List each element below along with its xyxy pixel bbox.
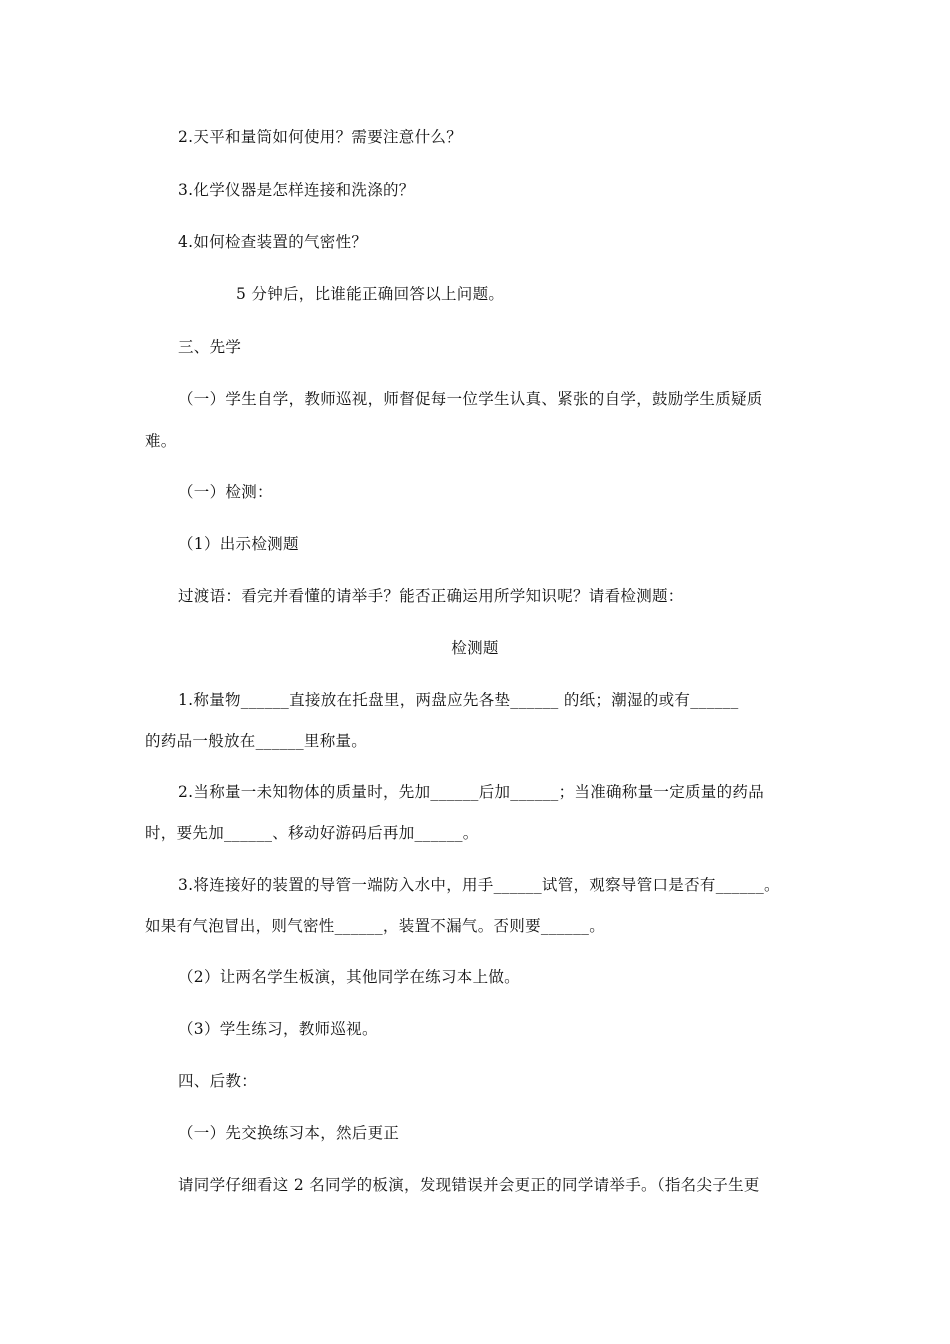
self-study-paragraph-cont: 难。: [145, 432, 177, 450]
exchange-notebook-item: （一）先交换练习本，然后更正: [178, 1124, 400, 1142]
section-three-heading: 三、先学: [178, 338, 242, 356]
quiz-question-3: 3.将连接好的装置的导管一端防入水中，用手______试管，观察导管口是否有______。: [178, 876, 780, 894]
five-minute-note: 5 分钟后，比谁能正确回答以上问题。: [236, 285, 505, 303]
board-demo-item: （2）让两名学生板演，其他同学在练习本上做。: [178, 968, 520, 986]
self-study-paragraph: （一）学生自学，教师巡视，师督促每一位学生认真、紧张的自学，鼓励学生质疑质: [178, 390, 763, 408]
question-2: 2.天平和量筒如何使用？需要注意什么？: [178, 128, 462, 146]
question-3: 3.化学仪器是怎样连接和洗涤的？: [178, 181, 415, 199]
quiz-question-1: 1.称量物______直接放在托盘里，两盘应先各垫______ 的纸；潮湿的或有______: [178, 691, 739, 709]
quiz-question-2-cont: 时，要先加______、移动好游码后再加______。: [145, 824, 479, 842]
quiz-title: 检测题: [451, 639, 499, 657]
quiz-question-1-cont: 的药品一般放在______里称量。: [145, 732, 368, 750]
correction-paragraph: 请同学仔细看这 2 名同学的板演，发现错误并会更正的同学请举手。（指名尖子生更: [178, 1176, 760, 1194]
detection-heading: （一）检测：: [178, 483, 273, 501]
transition-text: 过渡语：看完并看懂的请举手？能否正确运用所学知识呢？请看检测题：: [178, 587, 684, 605]
question-4: 4.如何检查装置的气密性？: [178, 233, 368, 251]
quiz-question-3-cont: 如果有气泡冒出，则气密性______，装置不漏气。否则要______。: [145, 917, 606, 935]
section-four-heading: 四、后教：: [178, 1072, 258, 1090]
student-practice-item: （3）学生练习，教师巡视。: [178, 1020, 378, 1038]
show-questions-item: （1）出示检测题: [178, 535, 299, 553]
quiz-question-2: 2.当称量一未知物体的质量时，先加______后加______；当准确称量一定质量的药品: [178, 783, 764, 801]
